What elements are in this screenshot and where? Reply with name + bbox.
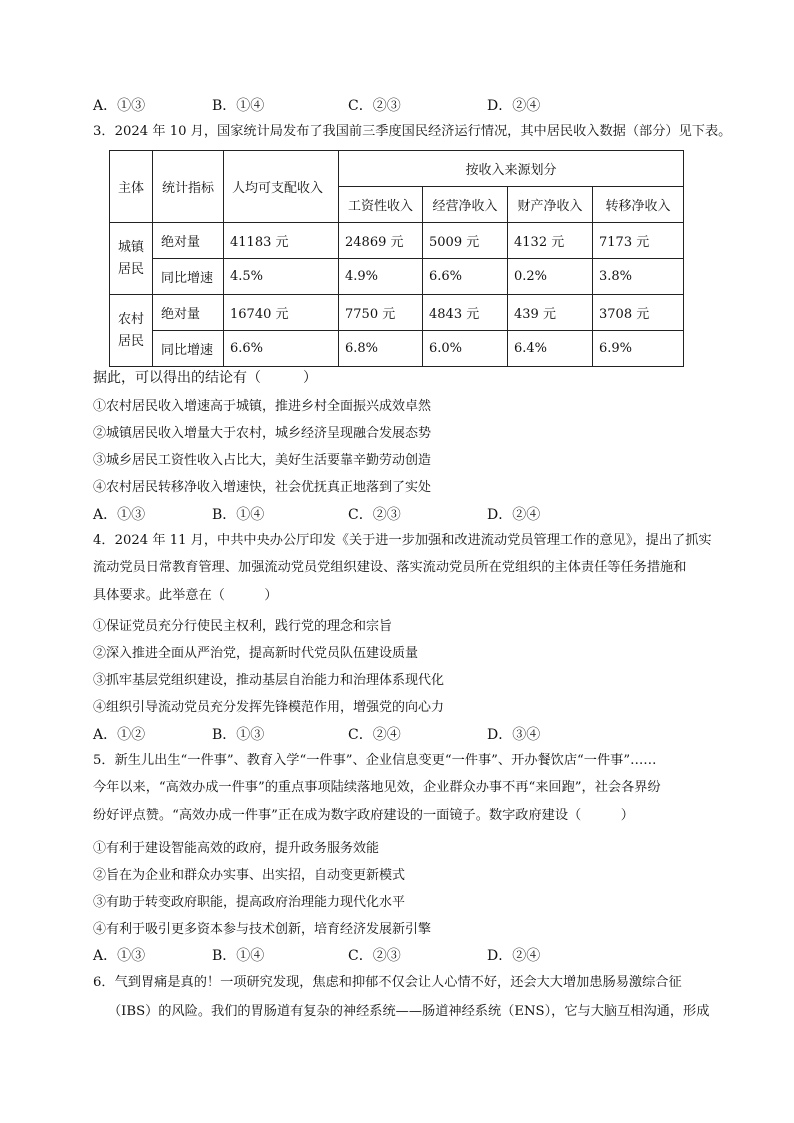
table-row-indicator: 绝对量 <box>153 295 224 331</box>
q4-stem-line-2: 流动党员日常教育管理、加强流动党员党组织建设、落实流动党员所在党组织的主体责任等任务措施和 <box>93 560 687 575</box>
table-cell: 6.8% <box>339 331 423 367</box>
q2-option-c[interactable]: C．②③ <box>348 98 401 114</box>
header-source-wage: 工资性收入 <box>339 187 423 223</box>
q4-item-4: ④组织引导流动党员充分发挥先锋模范作用，增强党的向心力 <box>93 700 445 715</box>
table-cell: 7750 元 <box>339 295 423 331</box>
q5-item-3: ③有助于转变政府职能，提高政府治理能力现代化水平 <box>93 895 406 910</box>
header-group: 按收入来源划分 <box>339 151 684 187</box>
header-source-transfer: 转移净收入 <box>593 187 684 223</box>
q3-prompt: 据此，可以得出的结论有（ ） <box>93 370 317 386</box>
q4-stem-line-1: 4．2024 年 11 月，中共中央办公厅印发《关于进一步加强和改进流动党员管理工作的意见》，提出了抓实 <box>93 533 712 548</box>
q3-item-4: ④农村居民转移净收入增速快，社会优抚真正地落到了实处 <box>93 480 432 495</box>
q5-option-a[interactable]: A．①③ <box>93 948 146 964</box>
q4-option-c[interactable]: C．②④ <box>348 727 401 743</box>
table-cell: 7173 元 <box>593 223 684 259</box>
income-table <box>109 150 684 367</box>
q2-option-b[interactable]: B．①④ <box>212 98 265 114</box>
q2-option-d[interactable]: D．②④ <box>487 98 541 114</box>
table-cell: 6.0% <box>423 331 508 367</box>
table-cell: 6.9% <box>593 331 684 367</box>
table-cell: 6.6% <box>224 331 339 367</box>
table-cell: 5009 元 <box>423 223 508 259</box>
q5-item-2: ②旨在为企业和群众办实事、出实招，自动变更新模式 <box>93 868 406 883</box>
q4-item-2: ②深入推进全面从严治党，提高新时代党员队伍建设质量 <box>93 646 419 661</box>
q2-option-a[interactable]: A．①③ <box>93 98 146 114</box>
group-rural: 农村居民 <box>110 295 153 367</box>
q5-stem-line-2: 今年以来，“高效办成一件事”的重点事项陆续落地见效，企业群众办事不再“来回跑”，社会各界纷 <box>93 780 661 795</box>
table-cell: 41183 元 <box>224 223 339 259</box>
header-disposable: 人均可支配收入 <box>224 151 339 223</box>
q5-stem-line-3: 纷好评点赞。“高效办成一件事”正在成为数字政府建设的一面镜子。数字政府建设（ ） <box>93 808 634 823</box>
q6-stem-line-2: （IBS）的风险。我们的胃肠道有复杂的神经系统——肠道神经系统（ENS），它与大脑互相沟通，形成 <box>108 1004 710 1019</box>
table-cell: 4132 元 <box>508 223 593 259</box>
q5-option-b[interactable]: B．①④ <box>212 948 265 964</box>
q3-option-d[interactable]: D．②④ <box>487 507 541 523</box>
header-subject: 主体 <box>110 151 153 223</box>
q3-item-3: ③城乡居民工资性收入占比大，美好生活要靠辛勤劳动创造 <box>93 453 432 468</box>
table-cell: 4.9% <box>339 259 423 295</box>
group-urban: 城镇居民 <box>110 223 153 295</box>
table-row-indicator: 绝对量 <box>153 223 224 259</box>
table-cell: 24869 元 <box>339 223 423 259</box>
q5-option-c[interactable]: C．②③ <box>348 948 401 964</box>
table-cell: 3708 元 <box>593 295 684 331</box>
table-cell: 4.5% <box>224 259 339 295</box>
q3-option-c[interactable]: C．②③ <box>348 507 401 523</box>
q4-item-3: ③抓牢基层党组织建设，推动基层自治能力和治理体系现代化 <box>93 673 445 688</box>
q6-stem-line-1: 6．气到胃痛是真的！一项研究发现，焦虑和抑郁不仅会让人心情不好，还会大大增加患肠易激综合征 <box>93 975 682 990</box>
table-cell: 0.2% <box>508 259 593 295</box>
q4-item-1: ①保证党员充分行使民主权利，践行党的理念和宗旨 <box>93 619 393 634</box>
q4-option-a[interactable]: A．①② <box>93 727 146 743</box>
table-cell: 6.6% <box>423 259 508 295</box>
q5-option-d[interactable]: D．②④ <box>487 948 541 964</box>
table-cell: 3.8% <box>593 259 684 295</box>
q3-item-2: ②城镇居民收入增量大于农村，城乡经济呈现融合发展态势 <box>93 426 432 441</box>
q5-item-1: ①有利于建设智能高效的政府，提升政务服务效能 <box>93 841 380 856</box>
table-cell: 6.4% <box>508 331 593 367</box>
header-source-business: 经营净收入 <box>423 187 508 223</box>
header-indicator: 统计指标 <box>153 151 224 223</box>
q4-stem-line-3: 具体要求。此举意在（ ） <box>93 588 278 603</box>
q4-option-d[interactable]: D．③④ <box>487 727 541 743</box>
q5-stem-line-1: 5．新生儿出生“一件事”、教育入学“一件事”、企业信息变更“一件事”、开办餐饮店“一件事”…… <box>93 753 657 768</box>
q3-item-1: ①农村居民收入增速高于城镇，推进乡村全面振兴成效卓然 <box>93 399 432 414</box>
table-row-indicator: 同比增速 <box>153 259 224 295</box>
q3-option-b[interactable]: B．①④ <box>212 507 265 523</box>
table-cell: 4843 元 <box>423 295 508 331</box>
q3-stem: 3．2024 年 10 月，国家统计局发布了我国前三季度国民经济运行情况，其中居民收入数据（部分）见下表。 <box>93 124 732 139</box>
table-row-indicator: 同比增速 <box>153 331 224 367</box>
q3-option-a[interactable]: A．①③ <box>93 507 146 523</box>
q5-item-4: ④有利于吸引更多资本参与技术创新，培育经济发展新引擎 <box>93 922 432 937</box>
header-source-property: 财产净收入 <box>508 187 593 223</box>
q4-option-b[interactable]: B．①③ <box>212 727 265 743</box>
table-cell: 439 元 <box>508 295 593 331</box>
table-cell: 16740 元 <box>224 295 339 331</box>
